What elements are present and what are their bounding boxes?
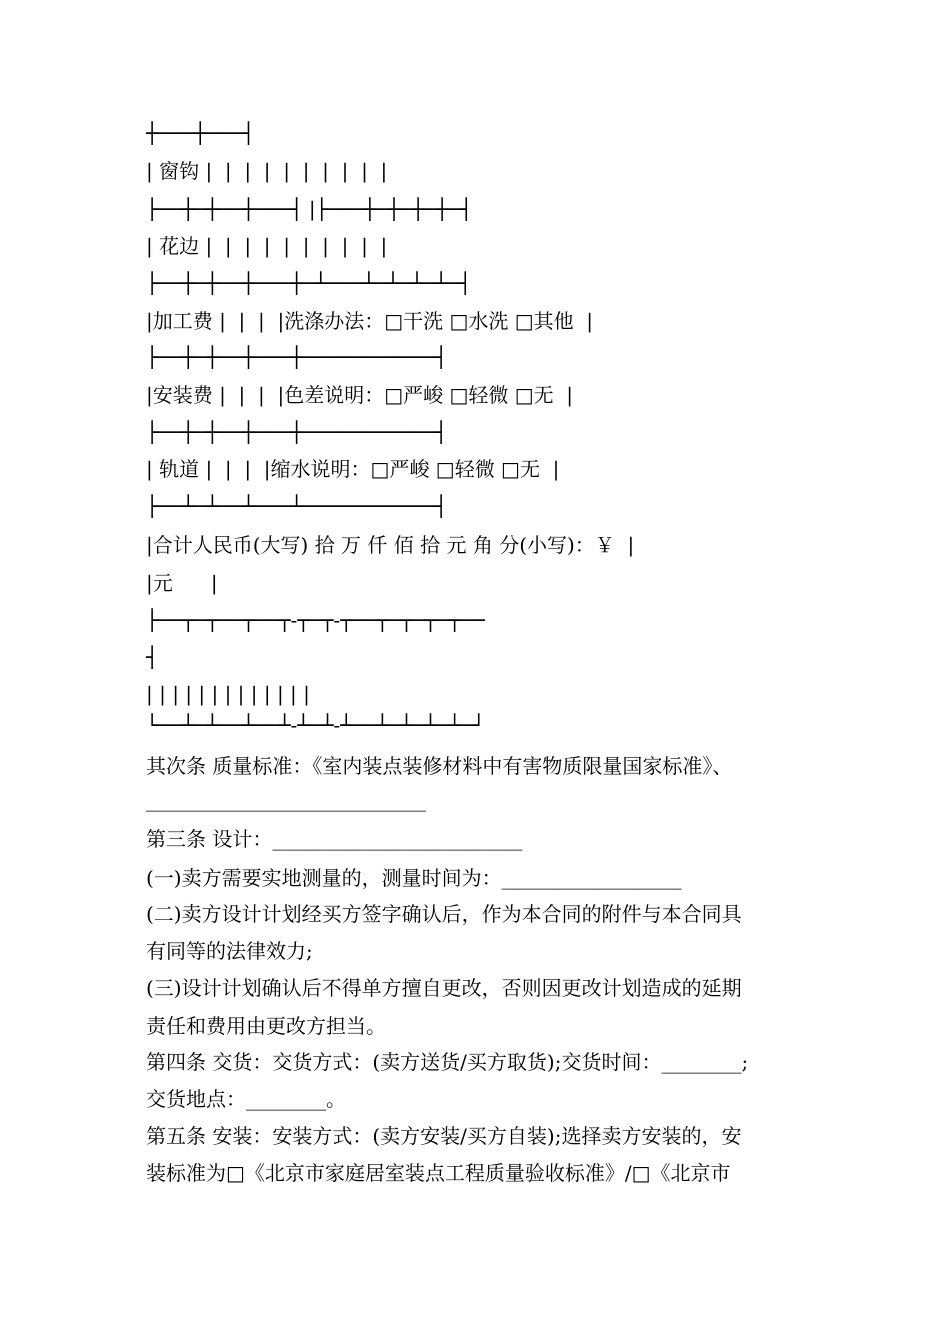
- table-border: ├──┬─┬──┬──┬-┬─┬-┬──┬─┬─┬─┬──: [146, 608, 485, 632]
- table-border: ├──┼─┼──┼───┼───────────┤: [146, 345, 448, 369]
- table-row-empty-cells: | | | | | | | | | | | | |: [146, 682, 310, 706]
- table-row-track: | 轨道 | | | |缩水说明：□严峻 □轻微 □无 |: [146, 457, 560, 481]
- table-border: ├──┼─┼──┼───┼─┴───┴─┴─┴─┴─┤: [146, 271, 472, 295]
- table-row-processing-fee: |加工费 | | | |洗涤办法：□干洗 □水洗 □其他 |: [146, 309, 594, 333]
- clause-3-design: 第三条 设计：_________________________: [146, 827, 523, 851]
- clause-4-delivery-place: 交货地点：________。: [146, 1087, 346, 1111]
- table-border-bottom: └──┴─┴──┴──┴-┴─┴-┴──┴─┴─┴─┴─┘: [146, 713, 485, 737]
- table-border: ├──┴─┴──┴───┴───────────┤: [146, 494, 448, 518]
- clause-2-blank: ____________________________: [146, 788, 426, 812]
- clause-2-quality-standard: 其次条 质量标准：《室内装点装修材料中有害物质限量国家标准》、: [146, 754, 733, 778]
- clause-3-item-1: (一)卖方需要实地测量的，测量时间为：__________________: [146, 866, 682, 890]
- clause-5-installation-cont: 装标准为□《北京市家庭居室装点工程质量验收标准》/□《北京市: [146, 1161, 731, 1185]
- table-border: ├──┼─┼──┼───┼───────────┤: [146, 420, 448, 444]
- table-row-installation-fee: |安装费 | | | |色差说明：□严峻 □轻微 □无 |: [146, 383, 574, 407]
- table-row-total-unit: |元 |: [146, 571, 218, 595]
- table-row-lace: | 花边 | | | | | | | | | |: [146, 234, 388, 258]
- table-border: ├──┼─┼──┼───┤ |├───┼─┼─┼─┼─┤: [146, 197, 473, 221]
- table-row-window-hook: | 窗钩 | | | | | | | | | |: [146, 159, 388, 183]
- clause-3-item-2-cont: 有同等的法律效力;: [146, 939, 313, 963]
- table-row-total-amount: |合计人民币(大写) 拾 万 仟 佰 拾 元 角 分(小写)：￥ |: [146, 533, 635, 557]
- clause-3-item-2: (二)卖方设计计划经买方签字确认后，作为本合同的附件与本合同具: [146, 902, 742, 926]
- clause-3-item-3-cont: 责任和费用由更改方担当。: [146, 1014, 386, 1038]
- clause-4-delivery: 第四条 交货：交货方式：(卖方送货/买方取货);交货时间：________;: [146, 1050, 749, 1074]
- table-border-end: ┤: [146, 645, 159, 669]
- clause-5-installation: 第五条 安装：安装方式：(卖方安装/买方自装);选择卖方安装的，安: [146, 1124, 742, 1148]
- table-border-top: ┼───┼───┤: [146, 121, 255, 145]
- clause-3-item-3: (三)设计计划确认后不得单方擅自更改，否则因更改计划造成的延期: [146, 976, 742, 1000]
